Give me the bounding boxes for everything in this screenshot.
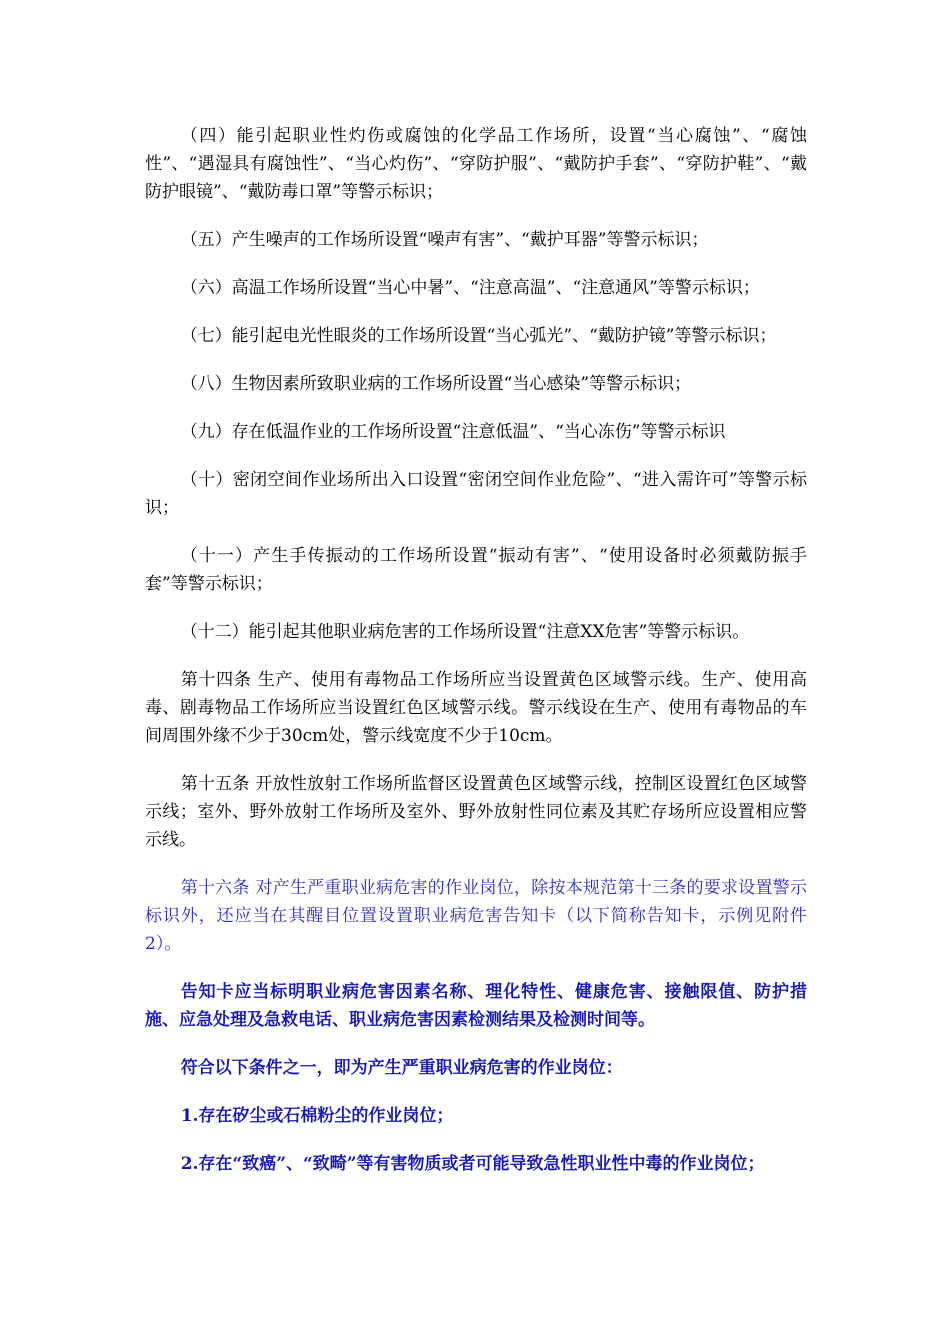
paragraph-item-6: （六）高温工作场所设置“当心中暑”、“注意高温”、“注意通风”等警示标识；	[180, 278, 760, 298]
paragraph-item-7: （七）能引起电光性眼炎的工作场所设置“当心弧光”、“戴防护镜”等警示标识；	[180, 326, 777, 346]
article-15: 第十五条 开放性放射工作场所监督区设置黄色区域警示线，控制区设置红色区域警示线；室外、野外放射工作场所及室外、野外放射性同位素及其贮存场所应设置相应警示线。	[145, 774, 807, 850]
condition-item-2: 2.存在“致癌”、“致畸”等有害物质或者可能导致急性职业性中毒的作业岗位；	[180, 1154, 765, 1174]
document-page	[145, 122, 807, 1198]
article-14: 第十四条 生产、使用有毒物品工作场所应当设置黄色区域警示线。生产、使用高毒、剧毒物品工作场所应当设置红色区域警示线。警示线设在生产、使用有毒物品的车间周围外缘不少于30cm处，警示线宽度不少于10cm。	[145, 670, 807, 746]
article-16: 第十六条 对产生严重职业病危害的作业岗位，除按本规范第十三条的要求设置警示标识外，还应当在其醒目位置设置职业病危害告知卡（以下简称告知卡，示例见附件2）。	[145, 878, 807, 954]
paragraph-item-5: （五）产生噪声的工作场所设置“噪声有害”、“戴护耳器”等警示标识；	[180, 230, 709, 250]
paragraph-item-8: （八）生物因素所致职业病的工作场所设置“当心感染”等警示标识；	[180, 374, 692, 394]
paragraph-item-9: （九）存在低温作业的工作场所设置“注意低温”、“当心冻伤”等警示标识	[180, 422, 726, 442]
condition-item-1: 1.存在矽尘或石棉粉尘的作业岗位；	[180, 1106, 454, 1126]
notice-card-requirements: 告知卡应当标明职业病危害因素名称、理化特性、健康危害、接触限值、防护措施、应急处理及急救电话、职业病危害因素检测结果及检测时间等。	[145, 982, 807, 1030]
conditions-heading: 符合以下条件之一，即为产生严重职业病危害的作业岗位：	[180, 1058, 623, 1078]
paragraph-item-12: （十二）能引起其他职业病危害的工作场所设置“注意XX危害”等警示标识。	[180, 622, 750, 642]
paragraph-item-4: （四）能引起职业性灼伤或腐蚀的化学品工作场所，设置“当心腐蚀”、“腐蚀性”、“遇湿具有腐蚀性”、“当心灼伤”、“穿防护服”、“戴防护手套”、“穿防护鞋”、“戴防护眼镜”、“戴防毒口罩”等警示标识；	[145, 126, 807, 202]
paragraph-item-10: （十）密闭空间作业场所出入口设置“密闭空间作业危险”、“进入需许可”等警示标识；	[145, 470, 807, 518]
paragraph-item-11: （十一）产生手传振动的工作场所设置“振动有害”、“使用设备时必须戴防振手套”等警示标识；	[145, 546, 807, 594]
